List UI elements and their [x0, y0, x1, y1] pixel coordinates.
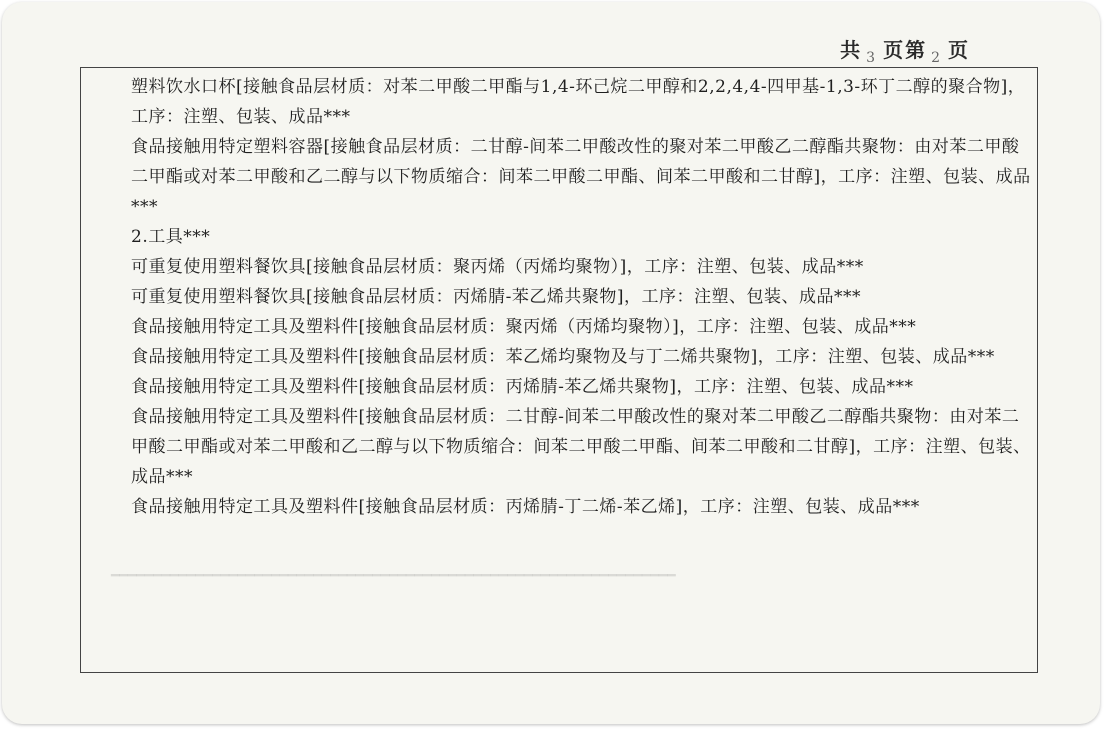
page-suffix: 页 [948, 38, 970, 62]
scope-item: 可重复使用塑料餐饮具[接触食品层材质：丙烯腈-苯乙烯共聚物]，工序：注塑、包装、成品*** [131, 287, 862, 307]
total-label: 共 [840, 38, 863, 62]
scope-list [131, 72, 1031, 522]
scope-item: 食品接触用特定工具及塑料件[接触食品层材质：二甘醇-间苯二甲酸改性的聚对苯二甲酸乙二醇酯共聚物：由对苯二甲酸二甲酯或对苯二甲酸和乙二醇与以下物质缩合：间苯二甲酸二甲酯、间苯二甲酸和二甘醇]，工序：注塑、包装、成品*** [131, 407, 1031, 487]
scope-item: 食品接触用特定塑料容器[接触食品层材质：二甘醇-间苯二甲酸改性的聚对苯二甲酸乙二醇酯共聚物：由对苯二甲酸二甲酯或对苯二甲酸和乙二醇与以下物质缩合：间苯二甲酸二甲酯、间苯二甲酸和二甘醇]，工序：注塑、包装、成品*** [131, 137, 1031, 217]
document-page [2, 2, 1100, 724]
bleed-through-mark: ━━━━━━━━━━━━━━━━━━━━━━━━━━━━━━━━━━━━━━━━━━━━━━━━━━━━━━━━━━━━━━━━━━━ [111, 568, 676, 584]
scope-item: 食品接触用特定工具及塑料件[接触食品层材质：聚丙烯（丙烯均聚物）]，工序：注塑、包装、成品*** [131, 317, 917, 337]
scope-item: 食品接触用特定工具及塑料件[接触食品层材质：苯乙烯均聚物及与丁二烯共聚物]，工序：注塑、包装、成品*** [131, 347, 995, 367]
page-indicator [840, 34, 970, 66]
content-frame [80, 67, 1038, 673]
current-page: 2 [931, 50, 942, 66]
total-pages: 3 [866, 50, 878, 66]
section-heading: 2.工具*** [131, 227, 211, 247]
scope-item: 可重复使用塑料餐饮具[接触食品层材质：聚丙烯（丙烯均聚物）]，工序：注塑、包装、成品*** [131, 257, 864, 277]
scope-item: 食品接触用特定工具及塑料件[接触食品层材质：丙烯腈-苯乙烯共聚物]，工序：注塑、包装、成品*** [131, 377, 914, 397]
scope-item: 食品接触用特定工具及塑料件[接触食品层材质：丙烯腈-丁二烯-苯乙烯]，工序：注塑、包装、成品*** [131, 497, 920, 517]
page-label: 页第 [883, 38, 928, 62]
scope-item: 塑料饮水口杯[接触食品层材质：对苯二甲酸二甲酯与1,4-环己烷二甲醇和2,2,4,4-四甲基-1,3-环丁二醇的聚合物]，工序：注塑、包装、成品*** [131, 77, 1026, 127]
